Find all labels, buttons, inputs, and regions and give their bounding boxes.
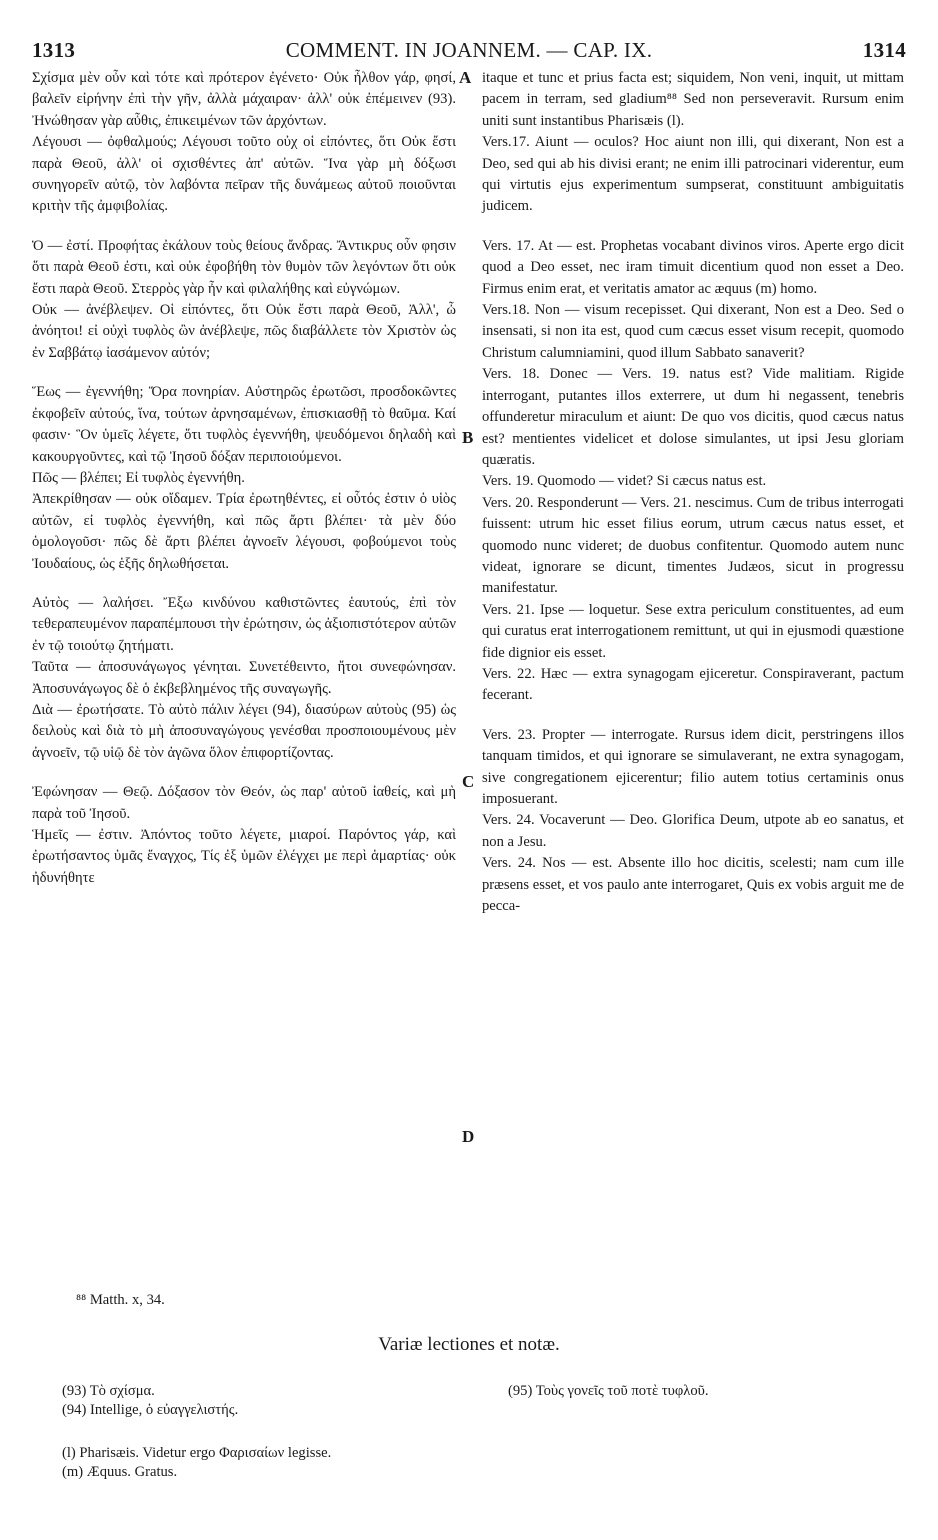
latin-paragraph: Vers. 21. Ipse — loquetur. Sese extra periculum constituentes, ad eum qui curatus erat interrogationem remittunt, ut qui in ejusmodi quæstione fide dignior eis esset. [482,601,904,661]
latin-paragraph: Vers.18. Non — visum recepisset. Qui dixerant, Non est a Deo. Sed o insensati, si non ita est, quod cum cæcus esset visum recepit, quomodo Christum calumniamini, quod illum Sabbato sanaverit? [482,302,904,361]
section-marker-a: A [459,68,472,87]
scripture-footnote: ⁸⁸ Matth. x, 34. [76,1292,165,1308]
running-header [32,38,906,64]
note-line: (l) Pharisæis. Videtur ergo Φαρισαίων legisse. [62,1445,332,1461]
section-marker-c: C [462,772,475,791]
notes-heading: Variæ lectiones et notæ. [378,1334,560,1355]
greek-paragraph: Οὐκ — ἀνέβλεψεν. Οἱ εἰπόντες, ὅτι Οὐκ ἔστι παρὰ Θεοῦ, Ἀλλ', ὦ ἀνόητοι! εἰ οὐχὶ τυφλὸς ὢν ἀνέβλεψε, πῶς διαβάλλετε τὸν Χριστὸν ὡς ἐν Σαββάτῳ ἰασάμενον αὐτόν; [32,302,456,361]
latin-paragraph: Vers. 24. Vocaverunt — Deo. Glorifica Deum, utpote ab eo sanatus, et non a Jesu. [482,812,904,850]
greek-paragraph: Πῶς — βλέπει; Εἰ τυφλὸς ἐγεννήθη. [32,469,245,486]
section-marker-d: D [462,1127,475,1146]
latin-paragraph: Vers. 18. Donec — Vers. 19. natus est? Vide malitiam. Rigide interrogant, putantes illos exterrere, ut dum hi negassent, tenebris offunderetur miraculum et aiunt: De quo vos dicitis, quod cæcus natus est? mentientes videlicet et dolose simulantes, ut ipsi Jesu gloriam quæratis. [482,366,904,468]
greek-paragraph: Ὁ — ἐστί. Προφήτας ἐκάλουν τοὺς θείους ἄνδρας. Ἄντικρυς οὖν φησιν ὅτι παρὰ Θεοῦ ἐστι, καὶ οὐκ ἐφοβήθη τὸν θυμὸν τῶν λεγόντων ὅτι οὐκ ἔστι παρὰ Θεοῦ. Στερρὸς γὰρ ἦν καὶ φιλαλήθης καὶ εὐγνώμων. [32,237,456,297]
latin-paragraph: Vers.17. Aiunt — oculos? Hoc aiunt non illi, qui dixerant, Non est a Deo, sed qui ab his divisi erant; ne enim illi patrocinari viderentur, eum qui virtutis ejus experimentum sumpserat, constituunt ambiguitatis judicem. [482,134,904,215]
section-marker-b: B [462,428,474,447]
greek-paragraph: Ἀπεκρίθησαν — οὐκ οἴδαμεν. Τρία ἐρωτηθέντες, εἰ οὗτός ἐστιν ὁ υἱὸς αὐτῶν, εἰ τυφλὸς ἐγεννήθη, καὶ πῶς ἄρτι βλέπει· τὰ μὲν δύο ὁμολογοῦσι· πῶς δὲ ἄρτι βλέπει ἀγνοεῖν λέγουσι, φοβούμενοι τοὺς Ἰουδαίους, ὡς ἑξῆς δηλωθήσεται. [32,491,456,572]
running-title: COMMENT. IN JOANNEM. — CAP. IX. [285,38,653,62]
greek-paragraph: Ἐφώνησαν — Θεῷ. Δόξασον τὸν Θεόν, ὡς παρ' αὐτοῦ ἰαθείς, καὶ μὴ παρὰ τοῦ Ἰησοῦ. [32,784,456,822]
greek-paragraph: Λέγουσι — ὀφθαλμούς; Λέγουσι τοῦτο οὐχ οἱ εἰπόντες, ὅτι Οὐκ ἔστι παρὰ Θεοῦ, ἀλλ' οἱ σχισθέντες ἀπ' αὐτῶν. Ἵνα γὰρ μὴ δόξωσι συνηγορεῖν αὐτῷ, τὸν λαβόντα πεῖραν τῆς δυνάμεως αὐτοῦ ποιοῦνται κριτὴν τῆς ἀμφιβολίας. [32,134,456,215]
latin-paragraph: Vers. 23. Propter — interrogate. Rursus idem dicit, perstringens illos tanquam timidos, et qui ignorare se simulaverant, ne extra synagogam, sive congregationem ejicerentur; filio autem totius certaminis onus imposuerant. [482,726,904,807]
latin-paragraph: Vers. 19. Quomodo — videt? Si cæcus natus est. [482,473,767,490]
note-line: (94) Intellige, ὁ εὐαγγελιστής. [62,1402,239,1418]
note-line: (93) Τὸ σχίσμα. [62,1383,155,1399]
latin-paragraph: Vers. 20. Responderunt — Vers. 21. nescimus. Cum de tribus interrogati fuissent: utrum hic esset filius eorum, utrum cæcus natus esset, et quomodo nunc videret; de duobus confitentur. Quomodo autem nunc videat, ignorare se dicunt, timentes Judæos, sicut in progressu manifestatur. [482,494,904,597]
latin-paragraph: Vers. 17. At — est. Prophetas vocabant divinos viros. Aperte ergo dicit quod a Deo esset, nec iram timuit dicentium quod non esset a Deo. Firmus enim erat, et veritatis amator ac æquus (m) homo. [482,237,904,297]
page-number-left: 1313 [32,38,76,62]
greek-paragraph: Διὰ — ἐρωτήσατε. Τὸ αὐτὸ πάλιν λέγει (94), διασύρων αὐτοὺς (95) ὡς δειλοὺς καὶ διὰ τὸ μὴ ἀποσυναγώγους γενέσθαι προσποιουμένους μὲν ἀγνοεῖν, τῷ υἱῷ δὲ τὸν ἀγῶνα ὅλον ἐπιφορτίζοντας. [32,701,456,761]
greek-column [32,68,456,889]
notes-bottom-block [62,1444,882,1482]
note-line: (m) Æquus. Gratus. [62,1464,178,1480]
latin-paragraph: Vers. 24. Nos — est. Absente illo hoc dicitis, scelesti; nam cum ille præsens esset, et vos paulo ante interrogaret, Quis ex vobis arguit me de pecca- [482,855,904,915]
greek-paragraph: Ἡμεῖς — ἐστιν. Ἀπόντος τοῦτο λέγετε, μιαροί. Παρόντος γάρ, καὶ ἐρωτήσαντος ὑμᾶς ἔναγχος, Τίς ἐξ ὑμῶν ἐλέγχει με περὶ ἁμαρτίας· οὐκ ἠδυνήθητε [32,827,456,886]
note-line: (95) Τοὺς γονεῖς τοῦ ποτὲ τυφλοῦ. [508,1383,709,1399]
greek-paragraph: Ἕως — ἐγεννήθη; Ὅρα πονηρίαν. Αὐστηρῶς ἐρωτῶσι, προσδοκῶντες ἐκφοβεῖν αὐτούς, ἵνα, τούτων ἀρνησαμένων, ἐπισκιασθῇ τὸ θαῦμα. Καί φασιν· Ὃν ὑμεῖς λέγετε, ὅτι τυφλὸς ἐγεννήθη, ψευδόμενοι δηλαδὴ καὶ κακουργοῦντες, καὶ τῷ Ἰησοῦ δόξαν περιποιούμενοι. [32,384,456,465]
greek-paragraph: Ταῦτα — ἀποσυνάγωγος γένηται. Συνετέθειντο, ἤτοι συνεφώνησαν. Ἀποσυνάγωγος δὲ ὁ ἐκβεβλημένος τῆς συναγωγῆς. [32,659,456,697]
greek-paragraph: Αὐτὸς — λαλήσει. Ἔξω κινδύνου καθιστῶντες ἑαυτούς, ἐπὶ τὸν τεθεραπευμένον παραπέμπουσι τὴν ἐρώτησιν, ὡς ἀξιοπιστότερον αὐτῶν ἐν τῷ τοιούτῳ ζητήματι. [32,594,456,654]
page-number-right: 1314 [862,38,906,62]
notes-right-block [508,1382,908,1401]
latin-paragraph: Vers. 22. Hæc — extra synagogam ejiceretur. Conspiraverant, pactum fecerant. [482,665,904,704]
latin-paragraph: itaque et tunc et prius facta est; siquidem, Non veni, inquit, ut mittam pacem in terram, sed gladium⁸⁸ Sed non perseveravit. Rursum enim uniti sunt instantibus Pharisæis (l). [482,70,904,129]
greek-paragraph: Σχίσμα μὲν οὖν καὶ τότε καὶ πρότερον ἐγένετο· Οὐκ ἦλθον γάρ, φησί, βαλεῖν εἰρήνην ἐπὶ τὴν γῆν, ἀλλὰ μάχαιραν· ἀλλ' οὐκ ἐπέμεινεν (93). Ἠνώθησαν γὰρ αὖθις, ἐπικειμένων τῶν ἀρχόντων. [32,70,456,129]
notes-left-block [62,1382,482,1420]
latin-column [482,68,904,917]
